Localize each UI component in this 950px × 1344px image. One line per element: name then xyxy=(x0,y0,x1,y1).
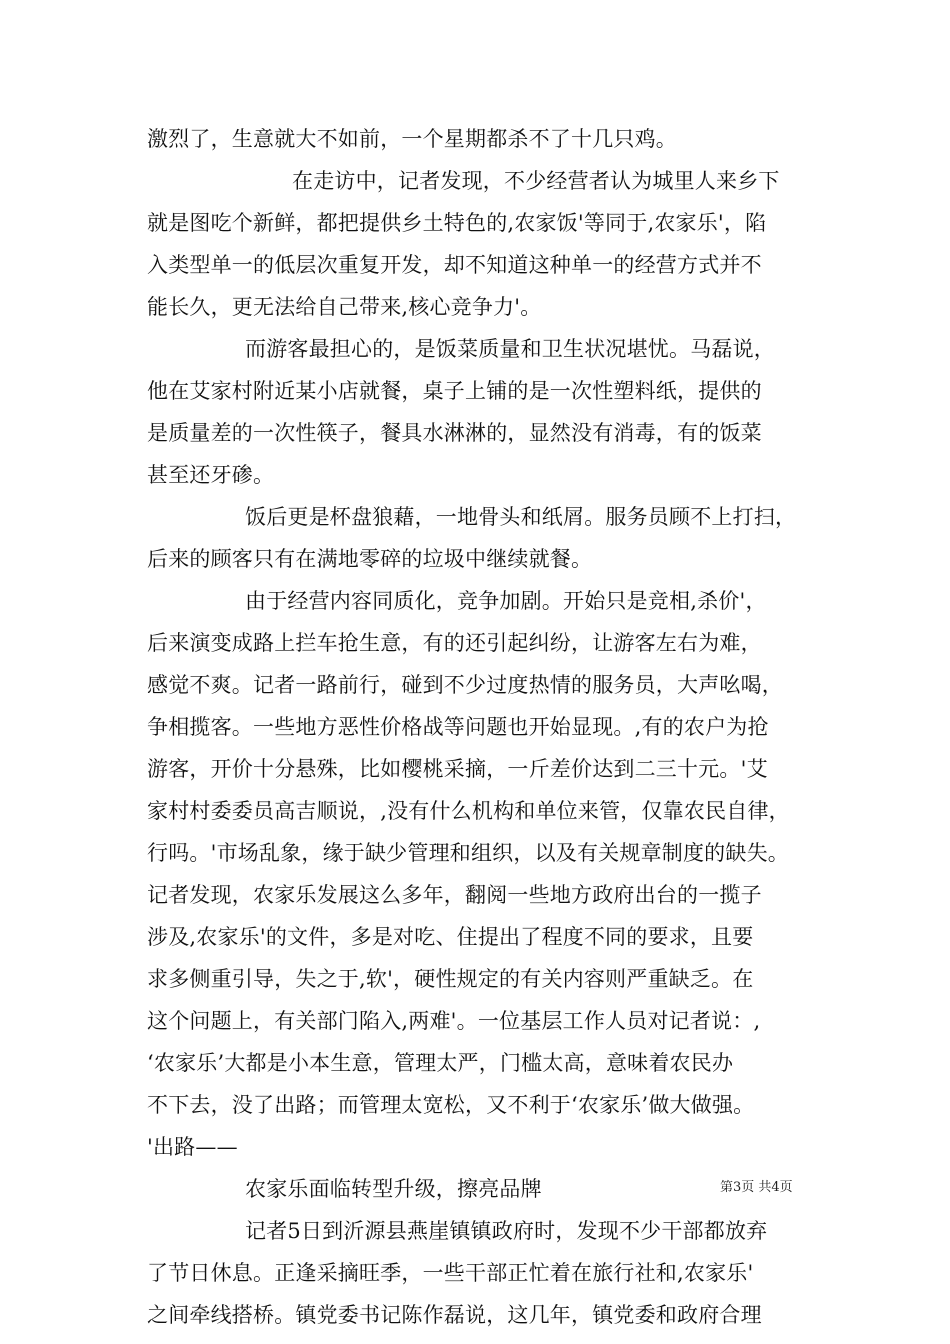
text-line: 记者发现，农家乐发展这么多年，翻阅一些地方政府出台的一揽子 xyxy=(147,883,762,907)
text-line: 家村村委委员高吉顺说，,没有什么机构和单位来管，仅靠农民自律， xyxy=(147,799,790,823)
text-line: 甚至还牙碜。 xyxy=(147,463,275,487)
text-line: 激烈了，生意就大不如前，一个星期都杀不了十几只鸡。 xyxy=(147,127,677,151)
text-line: 而游客最担心的，是饭菜质量和卫生状况堪忧。马磊说， xyxy=(245,337,775,361)
text-line: 记者5日到沂源县燕崖镇镇政府时，发现不少干部都放弃 xyxy=(245,1219,768,1243)
document-body xyxy=(147,118,807,1336)
text-line: ‘农家乐’大都是小本生意，管理太严，门槛太高，意味着农民办 xyxy=(147,1051,734,1075)
text-line: 在走访中，记者发现，不少经营者认为城里人来乡下 xyxy=(292,169,780,193)
text-line: 就是图吃个新鲜，都把提供乡土特色的,农家饭'等同于,农家乐'，陷 xyxy=(147,211,767,235)
text-line: 入类型单一的低层次重复开发，却不知道这种单一的经营方式并不 xyxy=(147,253,762,277)
text-line: '出路—— xyxy=(147,1135,238,1159)
text-line: 之间牵线搭桥。镇党委书记陈作磊说，这几年，镇党委和政府合理 xyxy=(147,1303,762,1327)
text-line: 是质量差的一次性筷子，餐具水淋淋的，显然没有消毒，有的饭菜 xyxy=(147,421,762,445)
text-line: 能长久，更无法给自己带来,核心竞争力'。 xyxy=(147,295,542,319)
text-line: 农家乐面临转型升级，擦亮品牌 xyxy=(245,1177,542,1201)
text-line: 了节日休息。正逢采摘旺季，一些干部正忙着在旅行社和,农家乐' xyxy=(147,1261,754,1285)
text-line: 争相揽客。一些地方恶性价格战等问题也开始显现。,有的农户为抢 xyxy=(147,715,769,739)
text-line: 不下去，没了出路；而管理太宽松，又不利于‘农家乐’做大做强。 xyxy=(147,1093,755,1117)
text-line: 求多侧重引导，失之于,软'，硬性规定的有关内容则严重缺乏。在 xyxy=(147,967,754,991)
page-number-footer: 第3页 共4页 xyxy=(720,1180,793,1195)
text-line: 行吗。'市场乱象，缘于缺少管理和组织，以及有关规章制度的缺失。 xyxy=(147,841,789,865)
text-line: 他在艾家村附近某小店就餐，桌子上铺的是一次性塑料纸，提供的 xyxy=(147,379,762,403)
text-line: 涉及,农家乐'的文件，多是对吃、住提出了程度不同的要求，且要 xyxy=(147,925,754,949)
text-line: 后来演变成路上拦车抢生意，有的还引起纠纷，让游客左右为难， xyxy=(147,631,762,655)
text-line: 由于经营内容同质化，竞争加剧。开始只是竞相,杀价'， xyxy=(245,589,767,613)
text-line: 这个问题上，有关部门陷入,两难'。一位基层工作人员对记者说：, xyxy=(147,1009,761,1033)
text-line: 饭后更是杯盘狼藉，一地骨头和纸屑。服务员顾不上打扫， xyxy=(245,505,797,529)
text-line: 游客，开价十分悬殊，比如樱桃采摘，一斤差价达到二三十元。'艾 xyxy=(147,757,768,781)
text-line: 感觉不爽。记者一路前行，碰到不少过度热情的服务员，大声吆喝， xyxy=(147,673,783,697)
text-line: 后来的顾客只有在满地零碎的垃圾中继续就餐。 xyxy=(147,547,593,571)
